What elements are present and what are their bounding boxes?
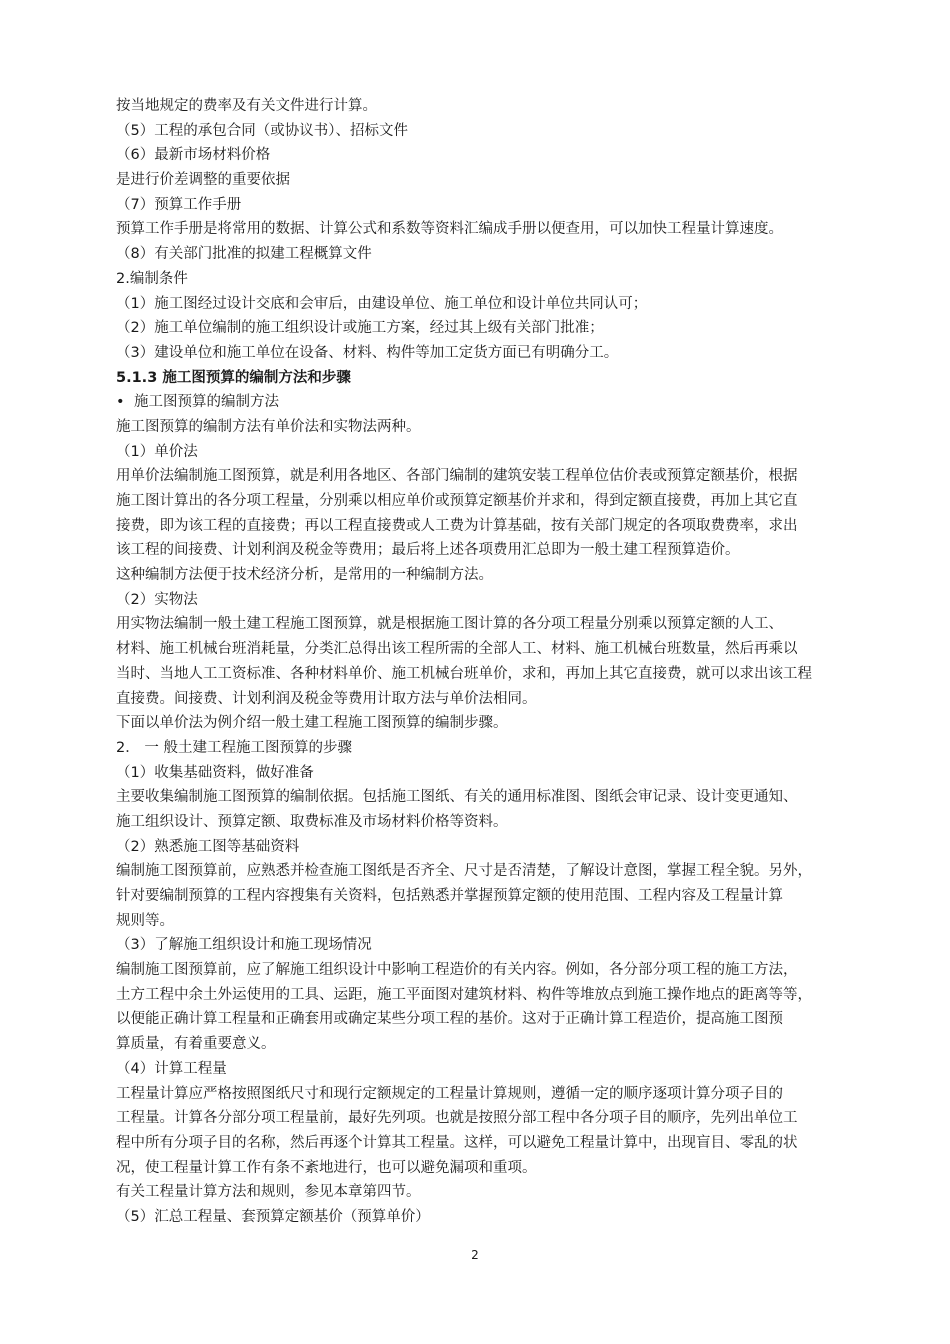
- text-line: 接费，即为该工程的直接费；再以工程直接费或人工费为计算基础，按有关部门规定的各项取费费率，求出: [116, 517, 798, 534]
- page-number: 2: [471, 1248, 479, 1262]
- text-line: 施工组织设计、预算定额、取费标准及市场材料价格等资料。: [116, 813, 508, 830]
- text-line: 2． 一 般土建工程施工图预算的步骤: [116, 739, 352, 756]
- text-line: （1）施工图经过设计交底和会审后，由建设单位、施工单位和设计单位共同认可；: [116, 295, 648, 312]
- text-line: （6）最新市场材料价格: [116, 147, 271, 164]
- text-line: （7）预算工作手册: [116, 196, 242, 213]
- bullet-text: 施工图预算的编制方法: [134, 394, 279, 411]
- text-line: （2）施工单位编制的施工组织设计或施工方案，经过其上级有关部门批准；: [116, 320, 604, 337]
- text-line: 直接费。间接费、计划利润及税金等费用计取方法与单价法相同。: [116, 690, 537, 707]
- text-line: 况，使工程量计算工作有条不紊地进行，也可以避免漏项和重项。: [116, 1159, 537, 1176]
- document-page: [116, 94, 896, 1230]
- text-line: 算质量，有着重要意义。: [116, 1036, 276, 1053]
- text-line: 材料、施工机械台班消耗量，分类汇总得出该工程所需的全部人工、材料、施工机械台班数量，然后再乘以: [116, 641, 798, 658]
- text-line: （4）计算工程量: [116, 1060, 227, 1077]
- text-line: 用单价法编制施工图预算，就是利用各地区、各部门编制的建筑安装工程单位估价表或预算定额基价，根据: [116, 468, 798, 485]
- text-line: 该工程的间接费、计划利润及税金等费用；最后将上述各项费用汇总即为一般土建工程预算造价。: [116, 542, 740, 559]
- text-line: （2）实物法: [116, 591, 198, 608]
- text-line: 土方工程中余土外运使用的工具、运距，施工平面图对建筑材料、构件等堆放点到施工操作地点的距离等等，: [116, 986, 812, 1003]
- text-line: 按当地规定的费率及有关文件进行计算。: [116, 98, 377, 114]
- text-line: 规则等。: [116, 912, 174, 929]
- text-line: 施工图计算出的各分项工程量，分别乘以相应单价或预算定额基价并求和，得到定额直接费，再加上其它直: [116, 493, 798, 509]
- text-line: （2）熟悉施工图等基础资料: [116, 838, 300, 855]
- text-line: 施工图预算的编制方法有单价法和实物法两种。: [116, 418, 421, 435]
- text-line: 是进行价差调整的重要依据: [116, 172, 290, 189]
- text-line: 以便能正确计算工程量和正确套用或确定某些分项工程的基价。这对于正确计算工程造价，提高施工图预: [116, 1011, 783, 1028]
- section-heading: 5.1.3 施工图预算的编制方法和步骤: [116, 369, 351, 386]
- text-line: 工程量。计算各分部分项工程量前，最好先列项。也就是按照分部工程中各分项子目的顺序，先列出单位工: [116, 1110, 798, 1127]
- text-line: 编制施工图预算前，应了解施工组织设计中影响工程造价的有关内容。例如，各分部分项工程的施工方法，: [116, 962, 798, 979]
- text-line: 2.编制条件: [116, 270, 188, 287]
- text-line: 主要收集编制施工图预算的编制依据。包括施工图纸、有关的通用标准图、图纸会审记录、设计变更通知、: [116, 789, 798, 806]
- text-line: （5）工程的承包合同（或协议书）、招标文件: [116, 122, 408, 139]
- text-line: 当时、当地人工工资标准、各种材料单价、施工机械台班单价，求和，再加上其它直接费，就可以求出该工程: [116, 665, 812, 682]
- text-line: 编制施工图预算前，应熟悉并检查施工图纸是否齐全、尺寸是否清楚，了解设计意图，掌握工程全貌。另外，: [116, 863, 812, 880]
- text-line: 下面以单价法为例介绍一般土建工程施工图预算的编制步骤。: [116, 715, 508, 732]
- text-line: （5）汇总工程量、套预算定额基价（预算单价）: [116, 1208, 430, 1225]
- text-line: 程中所有分项子目的名称，然后再逐个计算其工程量。这样，可以避免工程量计算中，出现盲目、零乱的状: [116, 1134, 798, 1151]
- text-line: （3）建设单位和施工单位在设备、材料、构件等加工定货方面已有明确分工。: [116, 344, 619, 361]
- text-line: 预算工作手册是将常用的数据、计算公式和系数等资料汇编成手册以便查用，可以加快工程量计算速度。: [116, 221, 783, 238]
- text-line: （1）单价法: [116, 443, 198, 460]
- text-line: 用实物法编制一般土建工程施工图预算，就是根据施工图计算的各分项工程量分别乘以预算定额的人工、: [116, 616, 783, 633]
- text-line: 针对要编制预算的工程内容搜集有关资料，包括熟悉并掌握预算定额的使用范围、工程内容及工程量计算: [116, 888, 783, 904]
- text-line: （3）了解施工组织设计和施工现场情况: [116, 937, 372, 954]
- text-line: （1）收集基础资料，做好准备: [116, 764, 314, 781]
- text-line: 这种编制方法便于技术经济分析，是常用的一种编制方法。: [116, 567, 493, 584]
- bullet-item: [116, 390, 896, 415]
- text-line: （8）有关部门批准的拟建工程概算文件: [116, 246, 372, 263]
- text-line: 有关工程量计算方法和规则，参见本章第四节。: [116, 1184, 421, 1201]
- text-line: 工程量计算应严格按照图纸尺寸和现行定额规定的工程量计算规则，遵循一定的顺序逐项计算分项子目的: [116, 1085, 783, 1102]
